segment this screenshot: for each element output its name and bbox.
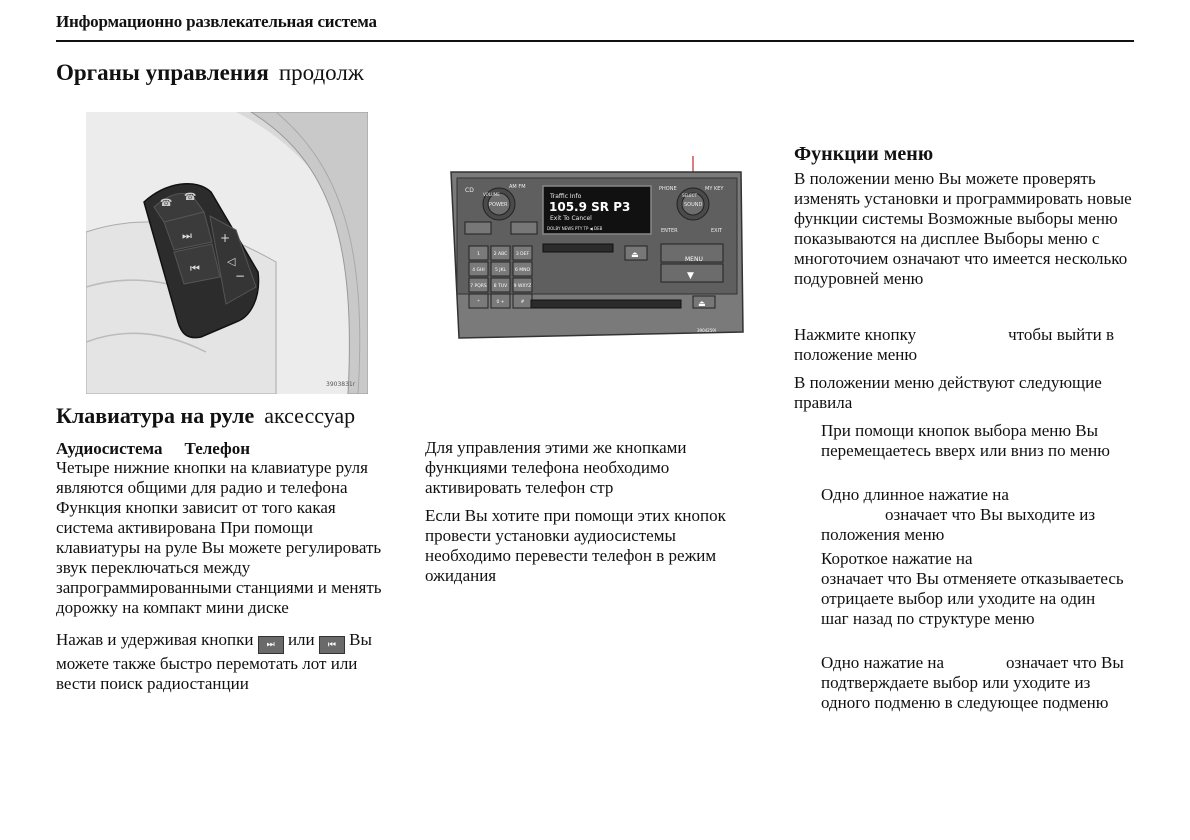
keypad-key-label: 9 WXYZ: [513, 284, 532, 289]
section-title: [56, 60, 364, 86]
paragraph-middle-1: Для управления этими же кнопками функциями телефона необходимо активировать телефон стр: [425, 438, 687, 497]
label-enter: ENTER: [661, 228, 678, 234]
heading-phone: Телефон: [184, 439, 251, 458]
keypad-key-label: 4 GHI: [472, 268, 485, 273]
phone-hangup-icon: ☎: [184, 192, 197, 203]
rule3-part-a: Короткое нажатие на: [821, 549, 973, 568]
rule-item-4: [821, 653, 1126, 713]
keypad-key-label: 2 ABC: [493, 252, 508, 257]
keypad-key-label: 7 PQRS: [470, 284, 487, 289]
figure-code: 3903831r: [326, 381, 356, 388]
menu-functions-title: Функции меню: [794, 143, 934, 165]
keypad-key-label: 5 JKL: [494, 268, 507, 273]
rule2-part-b: означает что Вы выходите из положения меню: [821, 505, 1096, 544]
fast-forward-button-icon: ⏭: [258, 636, 284, 654]
volume-down-icon: −: [235, 269, 246, 283]
eject-icon: ⏏: [698, 299, 706, 308]
label-exit: EXIT: [711, 228, 723, 234]
keypad-key-label: 6 MNO: [514, 268, 531, 273]
label-sound: SOUND: [684, 202, 703, 208]
display-line2: 105.9 SR P3: [549, 200, 631, 214]
para2-part-a: Нажав и удерживая кнопки: [56, 630, 254, 649]
rule3-part-b: означает что Вы отменяете отказываетесь отрицаете выбор или уходите на один шаг назад по структуре меню: [821, 569, 1124, 628]
paragraph-middle-2: Если Вы хотите при помощи этих кнопок провести установки аудиосистемы необходимо перевести телефон в режим ожидания: [425, 506, 726, 585]
speaker-icon: ◁: [227, 255, 236, 268]
menu-down-icon: ▼: [687, 271, 694, 281]
label-volume: VOLUME: [483, 192, 500, 197]
rule4-part-a: Одно нажатие на: [821, 653, 945, 672]
heading-audio-phone: [56, 439, 250, 459]
phone-answer-icon: ☎: [160, 198, 173, 209]
keypad-key-label: 8 TUV: [493, 284, 508, 289]
label-my-key: MY KEY: [705, 186, 724, 192]
next-track-icon: ⏭: [182, 229, 192, 242]
radio-unit-illustration: [447, 152, 745, 340]
volume-up-icon: +: [220, 231, 231, 245]
label-power: POWER: [489, 202, 508, 208]
label-select: SELECT: [682, 193, 698, 198]
subtitle-extra: аксессуар: [264, 403, 356, 428]
keypad-key-label: 0 +: [496, 300, 505, 305]
paragraph-left-1: Четыре нижние кнопки на клавиатуре руля являются общими для радио и телефона Функция кнопки зависит от того какая система активирована При помощи клавиатуры на руле Вы можете регулировать звук переключаться между запрограммированными станциями и менять дорожку на компакт мини диске: [56, 458, 382, 617]
label-phone: PHONE: [659, 186, 677, 192]
eject-card-icon: ⏏: [631, 250, 639, 259]
label-am-fm: AM FM: [509, 184, 526, 190]
paragraph-right-3: В положении меню действуют следующие правила: [794, 373, 1102, 412]
paragraph-right-2: [794, 325, 1136, 365]
rewind-button-icon: ⏮: [319, 636, 345, 654]
keypad-key-label: 1: [477, 252, 480, 257]
para2-or: или: [287, 630, 315, 649]
rule-item-1: При помощи кнопок выбора меню Вы перемещаетесь вверх или вниз по меню: [821, 421, 1110, 460]
para2-part-b: Вы можете также быстро перемотать лот или вести поиск радиостанции: [56, 630, 372, 693]
display-line4: DOLBY NEWS PTY TP ◀ DEB: [547, 226, 603, 231]
label-cd: CD: [465, 187, 474, 194]
running-header: Информационно развлекательная система: [56, 12, 377, 31]
keypad-key-label: 3 DEF: [515, 252, 530, 257]
para2-exit-to-menu: чтобы выйти в положение меню: [794, 325, 1115, 364]
para2-press-button: Нажмите кнопку: [794, 325, 917, 344]
label-menu: MENU: [685, 256, 703, 263]
section-title-main: Органы управления: [56, 60, 269, 85]
steering-wheel-illustration: [86, 112, 368, 394]
rule-item-3: [821, 549, 1126, 629]
subtitle-main: Клавиатура на руле: [56, 403, 255, 428]
keypad-key-label: *: [477, 300, 480, 305]
section-title-continued: продолж: [278, 60, 364, 85]
rule2-part-a: Одно длинное нажатие на: [821, 485, 1009, 504]
heading-audio: Аудиосистема: [56, 439, 163, 458]
prev-track-icon: ⏮: [190, 262, 200, 275]
display-line1: Traffic Info: [550, 193, 582, 200]
steering-wheel-figure: [86, 112, 368, 394]
radio-unit-figure: [447, 152, 745, 340]
display-line3: Exit To Cancel: [550, 215, 592, 222]
rule4-part-b: означает что Вы подтверждаете выбор или уходите из одного подменю в следующее подменю: [821, 653, 1124, 712]
header-rule: [56, 40, 1134, 42]
paragraph-left-2: [56, 630, 396, 694]
rule-item-2: [821, 485, 1126, 545]
radio-figure-code: 3904259l: [697, 328, 716, 333]
subtitle-steering-keypad: [56, 403, 396, 429]
keypad-key-label: #: [520, 300, 525, 305]
paragraph-right-1: В положении меню Вы можете проверять изменять установки и программировать новые функции системы Возможные выборы меню показываются на дисплее Выборы меню с многоточием означают что имеется несколько подуровней меню: [794, 169, 1132, 288]
